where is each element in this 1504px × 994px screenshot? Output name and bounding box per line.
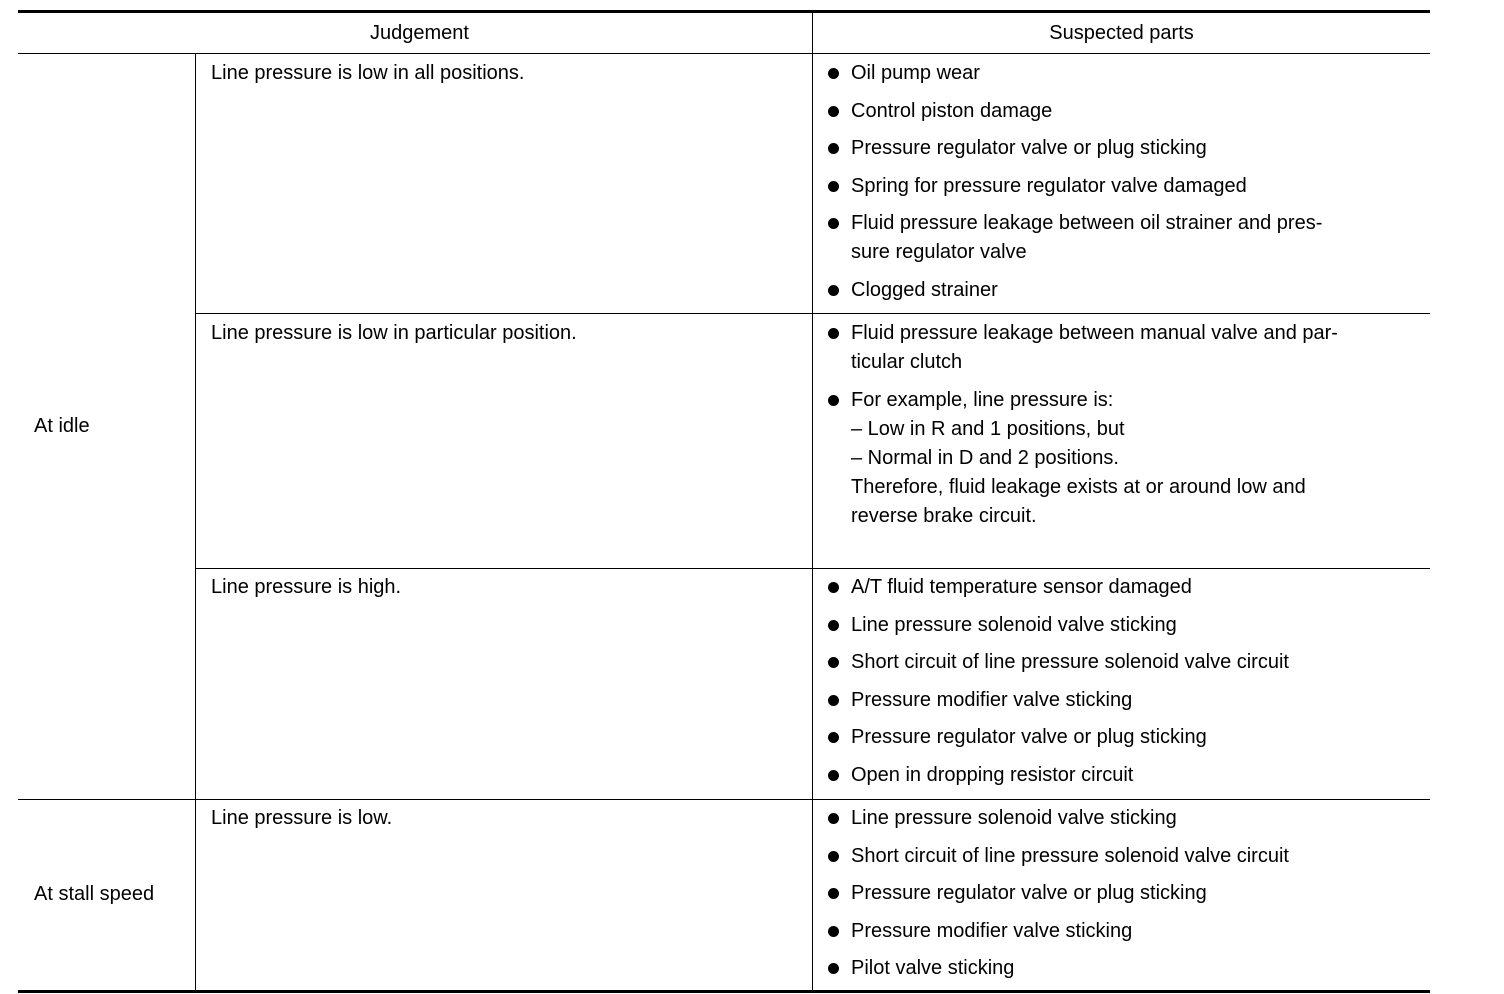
judgement-text: Line pressure is low in particular position.	[211, 322, 577, 344]
suspected-part-item	[828, 59, 1322, 88]
suspected-part-text: Oil pump wear	[851, 62, 980, 84]
suspected-part-text: Pressure regulator valve or plug sticking	[851, 726, 1207, 748]
bullet-icon	[828, 181, 839, 192]
suspected-parts-list	[828, 319, 1338, 539]
suspected-part-text: Clogged strainer	[851, 278, 998, 301]
suspected-part-text: Line pressure solenoid valve sticking	[851, 613, 1177, 636]
suspected-part-item	[828, 879, 1289, 908]
suspected-parts-list	[828, 573, 1289, 798]
suspected-part-text: Pressure regulator valve or plug sticking	[851, 137, 1207, 159]
suspected-part-text: Spring for pressure regulator valve damaged	[851, 174, 1247, 197]
condition-label: At idle	[34, 414, 90, 437]
header-suspected-parts	[813, 13, 1430, 53]
bullet-icon	[828, 143, 839, 154]
suspected-part-text: Pressure modifier valve sticking	[851, 688, 1133, 711]
bullet-icon	[828, 657, 839, 668]
bullet-icon	[828, 813, 839, 824]
suspected-part-item	[828, 842, 1289, 871]
suspected-part-item	[828, 686, 1289, 715]
suspected-part-item	[828, 954, 1289, 983]
bullet-icon	[828, 963, 839, 974]
suspected-part-item	[828, 97, 1322, 126]
bullet-icon	[828, 851, 839, 862]
condition-label: At stall speed	[34, 883, 155, 905]
bullet-icon	[828, 695, 839, 706]
suspected-part-item	[828, 723, 1289, 752]
suspected-part-item	[828, 573, 1289, 602]
judgement-text: Line pressure is high.	[211, 576, 402, 598]
suspected-part-item	[828, 276, 1322, 305]
judgement-text: Line pressure is low.	[211, 807, 393, 829]
suspected-part-item	[828, 761, 1289, 790]
suspected-part-item	[828, 386, 1338, 531]
suspected-part-text: Pilot valve sticking	[851, 957, 1015, 979]
suspected-part-item	[828, 134, 1322, 163]
bullet-icon	[828, 770, 839, 781]
condition-at-idle	[34, 53, 194, 799]
suspected-part-text: Short circuit of line pressure solenoid valve circuit	[851, 651, 1289, 673]
suspected-part-text: Open in dropping resistor circuit	[851, 763, 1134, 786]
bullet-icon	[828, 926, 839, 937]
row-divider	[195, 313, 1430, 314]
bullet-icon	[828, 218, 839, 229]
suspected-part-item	[828, 172, 1322, 201]
suspected-part-text: Control piston damage	[851, 99, 1053, 122]
suspected-part-item	[828, 917, 1289, 946]
condition-at-stall-speed	[34, 799, 194, 990]
bullet-icon	[828, 328, 839, 339]
bullet-icon	[828, 582, 839, 593]
header-divider	[18, 53, 1430, 54]
suspected-part-item	[828, 209, 1322, 267]
suspected-part-item	[828, 319, 1338, 377]
header-suspected-parts-label: Suspected parts	[1049, 21, 1194, 44]
suspected-part-text: Short circuit of line pressure solenoid valve circuit	[851, 844, 1289, 867]
column-divider	[812, 10, 813, 991]
bullet-icon	[828, 68, 839, 79]
group-divider	[18, 799, 1430, 800]
suspected-part-text: Pressure regulator valve or plug sticking	[851, 882, 1207, 904]
bullet-icon	[828, 285, 839, 296]
bullet-icon	[828, 620, 839, 631]
header-judgement-label: Judgement	[370, 21, 469, 44]
bullet-icon	[828, 106, 839, 117]
suspected-parts-list	[828, 59, 1322, 313]
suspected-part-text: Fluid pressure leakage between oil strainer and pres- sure regulator valve	[851, 212, 1323, 263]
bullet-icon	[828, 732, 839, 743]
suspected-part-item	[828, 804, 1289, 833]
bullet-icon	[828, 395, 839, 406]
suspected-part-text: For example, line pressure is: – Low in R and 1 positions, but – Normal in D and 2 positions. Therefore, fluid leakage exists at or around low and reverse brake circuit.	[851, 388, 1306, 527]
suspected-part-text: A/T fluid temperature sensor damaged	[851, 576, 1192, 598]
judgement-text: Line pressure is low in all positions.	[211, 62, 525, 84]
suspected-part-text: Fluid pressure leakage between manual valve and par- ticular clutch	[851, 322, 1338, 373]
bullet-icon	[828, 888, 839, 899]
suspected-part-text: Line pressure solenoid valve sticking	[851, 807, 1177, 829]
row-divider	[195, 568, 1430, 569]
suspected-part-item	[828, 648, 1289, 677]
suspected-part-item	[828, 611, 1289, 640]
header-judgement	[22, 13, 817, 53]
suspected-part-text: Pressure modifier valve sticking	[851, 919, 1133, 942]
column-divider	[195, 53, 196, 991]
suspected-parts-list	[828, 804, 1289, 992]
